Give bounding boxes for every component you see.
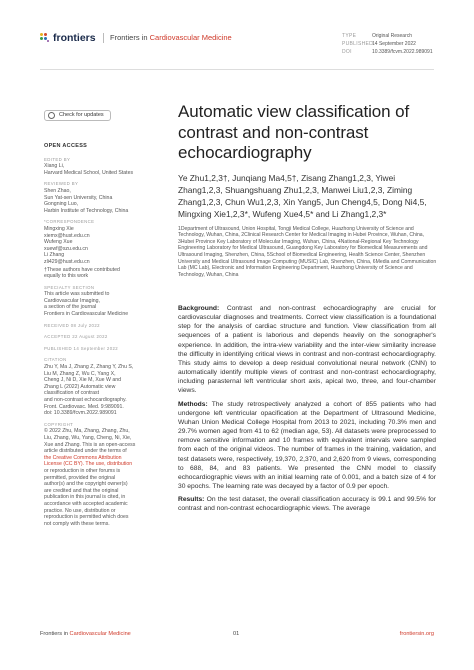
sidebar-sections <box>44 157 162 528</box>
article-header <box>178 102 438 278</box>
sidebar-section <box>44 422 162 528</box>
affiliations: 1Department of Ultrasound, Union Hospital, Tongji Medical College, Huazhong University of Science and Technology, Wuhan, China, 2Clinical Research Center for Medical Imaging in Hubei Province, Wuhan, China, 3Hubei Province Key Laboratory of Molecular Imaging, Wuhan, China, 4National-Regional Key Technology Engineering Laboratory for Medical Ultrasound, Guangdong Key Laboratory for Biomedical Measurements and Ultrasound Imaging, Shenzhen, China, 5School of Biomedical Engineering, Health Science Center, Shenzhen University and Medical Ultrasound Image Computing (MUSIC) Lab, Shenzhen, China, 6Media and Communication Lab (MC Lab), Electronic and Information Engineering Department, Huazhong University of Science and Technology, Wuhan, China <box>178 225 437 278</box>
header-rule <box>40 69 434 70</box>
abstract-methods: Methods: The study retrospectively analyzed a cohort of 855 patients who had undergone left ventricular opacification at the Department of Ultrasound Medicine, Wuhan Union Medical College Hospital from 2013 to 2021, including 70.3% men and 29.7% women aged from 41 to 62 (median age, 53). All datasets were preprocessed to remove sensitive information and 10 frames with equivalent intervals were sampled from each of the original videos. The number of frames in the training, validation, and test datasets were, respectively, 19,370, 2,370, and 2,620 from 9 views, corresponding to 688, 84, and 83 patients. We presented the CNN model to classify echocardiographic views with an initial learning rate of 0.001, and a batch size of 4 for 30 epochs. The learning rate was decayed by a factor of 0.9 per epoch. <box>178 400 436 490</box>
sidebar-section-label: SPECIALTY SECTION <box>44 284 95 290</box>
open-access-label: OPEN ACCESS <box>44 143 88 149</box>
page-number: 01 <box>233 631 240 637</box>
sidebar-line: Li Zhang <box>44 252 65 259</box>
sidebar-section <box>44 334 162 341</box>
sidebar-line: Cheng J, Ni D, Xie M, Xue W and <box>44 377 121 384</box>
sidebar-line: Liu, Zhang, Wu, Yang, Cheng, Ni, Xie, <box>44 434 132 441</box>
footer-journal[interactable]: Frontiers in Cardiovascular Medicine <box>40 631 131 637</box>
sidebar-line[interactable]: the Creative Commons Attribution <box>44 454 122 461</box>
sidebar-section-label: EDITED BY <box>44 156 71 162</box>
sidebar-section <box>44 267 162 280</box>
sidebar-line: not comply with these terms. <box>44 520 110 527</box>
sidebar-line[interactable]: zli429@hust.edu.cn <box>44 258 90 265</box>
sidebar-section-label: COPYRIGHT <box>44 421 74 427</box>
abstract-results: Results: On the test dataset, the overall classification accuracy is 99.1 and 99.5% for contrast and non-contrast echocardiographic views. The average <box>178 496 436 513</box>
article-meta: TYPE Original Research PUBLISHED14 September 2022 DOI 10.3389/fcvm.2022.989091 <box>342 33 433 55</box>
footer-url[interactable]: frontiersin.org <box>399 631 434 637</box>
author-list: Ye Zhu1,2,3†, Junqiang Ma4,5†, Zisang Zhang1,2,3, Yiwei Zhang1,2,3, Shuangshuang Zhu1,2,3, Manwei Liu1,2,3, Ziming Zhang1,2,3, Chun Wu1,2,3, Xin Yang5, Jun Cheng4,5, Dong Ni4,5, Mingxing Xie1,2,3*, Wufeng Xue4,5* and Li Zhang1,2,3* <box>178 172 427 220</box>
sidebar-line: are credited and that the original <box>44 487 119 494</box>
sidebar-line[interactable]: xiemx@hust.edu.cn <box>44 232 90 239</box>
sidebar-section <box>44 157 162 177</box>
sidebar-line: Frontiers in Cardiovascular Medicine <box>44 311 129 318</box>
sidebar-line: †These authors have contributed <box>44 266 120 273</box>
page-footer <box>40 631 434 637</box>
sidebar-line: Liu M, Zhang Z, Wu C, Yang X, <box>44 370 116 377</box>
sidebar-section-label: PUBLISHED 14 September 2022 <box>44 345 119 351</box>
sidebar-section <box>44 219 162 265</box>
sidebar-section <box>44 346 162 353</box>
sidebar-line: Cardiovascular Imaging, <box>44 297 100 304</box>
sidebar-line: Shen Zhao, <box>44 187 71 194</box>
sidebar-line: Harbin Institute of Technology, China <box>44 207 129 214</box>
check-for-updates-button[interactable]: Check for updates <box>44 110 111 121</box>
abstract-background: Background: Contrast and non-contrast echocardiography are crucial for cardiovascular diagnoses and treatments. Correct view classification is a foundational step for the analysis of cardiac structure and function. View classification from all sequences of a patient is laborious and depends heavily on the sonographer's experience. In addition, the intra-view variability and the inter-view similarity increase the difficulty in identifying critical views in contrast and non-contrast echocardiography. This study aims to develop a deep residual convolutional neural network (CNN) to automatically identify multiple views of contrast and non-contrast echocardiography, including parasternal left ventricular short axis, apical two, three, and four-chamber views. <box>178 305 437 395</box>
sidebar-line: Xiang Li, <box>44 163 65 170</box>
sidebar-line: reproduction is permitted which does <box>44 514 129 521</box>
sidebar-line: Zhu Y, Ma J, Zhang Z, Zhang Y, Zhu S, <box>44 364 134 371</box>
sidebar-section <box>44 285 162 318</box>
article-title: Automatic view classification of contrast and non-contrast echocardiography <box>178 102 410 162</box>
frontiers-logo[interactable] <box>40 32 96 44</box>
sidebar-line: Zhang L (2022) Automatic view <box>44 383 116 390</box>
sidebar-section-label: *CORRESPONDENCE <box>44 219 95 225</box>
sidebar-line: equally to this work <box>44 273 89 280</box>
sidebar <box>44 110 162 528</box>
sidebar-line: Xue and Zhang. This is an open-access <box>44 441 136 448</box>
sidebar-line: author(s) and the copyright owner(s) <box>44 481 128 488</box>
sidebar-line: article distributed under the terms of <box>44 448 127 455</box>
sidebar-line: Harvard Medical School, United States <box>44 169 134 176</box>
frontiers-logo-text: frontiers <box>53 32 96 44</box>
sidebar-section <box>44 323 162 330</box>
updates-icon <box>48 112 55 119</box>
sidebar-section-label: REVIEWED BY <box>44 181 79 187</box>
sidebar-line: classification of contrast <box>44 390 100 397</box>
sidebar-line: and non-contrast echocardiography. <box>44 397 127 403</box>
sidebar-line: publication in this journal is cited, in <box>44 494 126 501</box>
sidebar-line: Sun Yat-sen University, China <box>44 194 113 201</box>
sidebar-section-label: RECEIVED 08 July 2022 <box>44 322 100 328</box>
sidebar-line: permitted, provided the original <box>44 474 116 481</box>
sidebar-section <box>44 181 162 214</box>
sidebar-line: This article was submitted to <box>44 291 110 298</box>
sidebar-line: a section of the journal <box>44 304 97 311</box>
header-divider <box>103 33 104 43</box>
page-header <box>40 32 434 72</box>
sidebar-line: Mingxing Xie <box>44 225 74 232</box>
sidebar-line: practice. No use, distribution or <box>44 507 116 514</box>
sidebar-line: or reproduction in other forums is <box>44 467 121 474</box>
sidebar-section <box>44 357 162 416</box>
abstract <box>178 304 436 517</box>
sidebar-section-label: ACCEPTED 22 August 2022 <box>44 334 108 340</box>
sidebar-line: doi: 10.3389/fcvm.2022.989091 <box>44 410 117 417</box>
frontiers-logo-icon <box>40 33 50 43</box>
sidebar-line: © 2022 Zhu, Ma, Zhang, Zhang, Zhu, <box>44 428 130 435</box>
journal-name[interactable]: Frontiers in Cardiovascular Medicine <box>110 33 232 42</box>
sidebar-line: Wufeng Xue <box>44 239 73 246</box>
sidebar-line[interactable]: License (CC BY). The use, distribution <box>44 461 133 468</box>
sidebar-line: accordance with accepted academic <box>44 500 128 507</box>
sidebar-line: Front. Cardiovasc. Med. 9:989091. <box>44 403 124 410</box>
sidebar-line: Gongning Luo, <box>44 201 79 208</box>
sidebar-section-label: CITATION <box>44 357 67 363</box>
sidebar-line[interactable]: xuewf@szu.edu.cn <box>44 245 88 252</box>
doi-link[interactable]: 10.3389/fcvm.2022.989091 <box>372 49 433 55</box>
